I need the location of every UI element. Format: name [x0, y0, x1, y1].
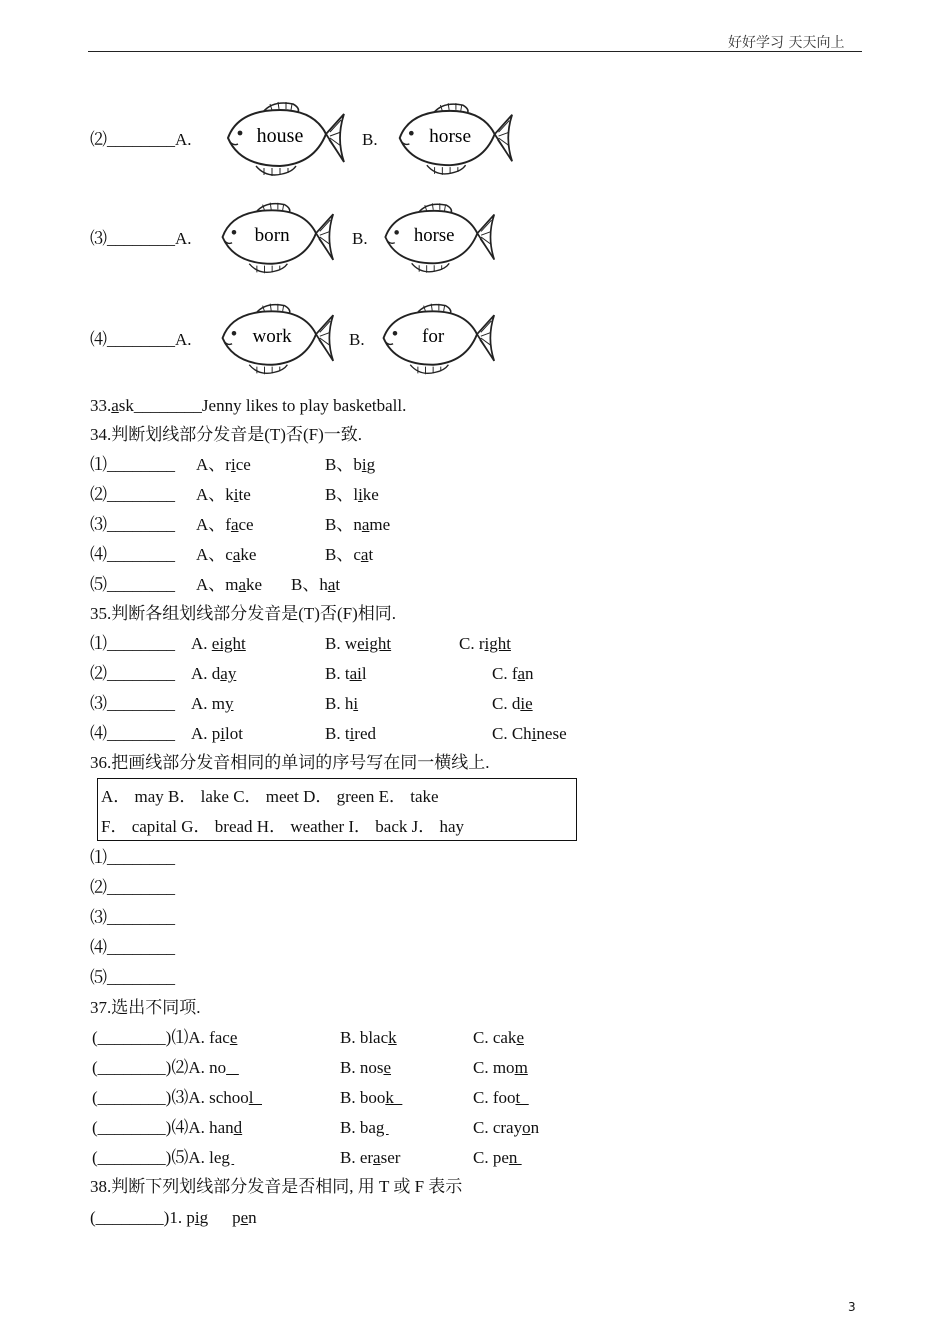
q34-option-a: A、make: [196, 575, 263, 594]
page-header: 好好学习 天天向上: [728, 35, 845, 51]
q35-option-b: B. weight: [325, 634, 392, 653]
fish-word: work: [252, 325, 292, 347]
q37-title: 37.选出不同项.: [90, 998, 201, 1017]
q37-option-c: C. crayon: [473, 1118, 540, 1137]
q35-option-c: C. die: [492, 694, 533, 713]
q34-item-number: ⑵________: [90, 485, 175, 504]
fish-word: horse: [413, 224, 455, 246]
fish-word: born: [254, 224, 290, 246]
q37-option-b: B. nose: [340, 1058, 392, 1077]
q34-title: 34.判断划线部分发音是(T)否(F)一致.: [90, 425, 362, 444]
q37-option-a: (________)⑴A. face: [92, 1028, 238, 1047]
q36-title: 36.把画线部分发音相同的单词的序号写在同一横线上.: [90, 753, 490, 772]
q34-option-b: B、name: [325, 515, 391, 534]
q36-box-line-2: F． capital G． bread H． weather I． back J． hay: [101, 817, 465, 836]
q38-title: 38.判断下列划线部分发音是否相同, 用 T 或 F 表示: [90, 1177, 463, 1196]
fish-row-3: ⑶________A.: [90, 229, 192, 248]
header-divider: [88, 51, 862, 52]
q35-option-b: B. hi: [325, 694, 359, 713]
fish-row-4: ⑷________A.: [90, 330, 192, 349]
q35-option-a: A. eight: [191, 634, 246, 653]
q35-option-a: A. pilot: [191, 724, 243, 743]
q36-word-box: [97, 778, 577, 841]
fish-word: for: [422, 325, 445, 347]
q37-option-c: C. mom: [473, 1058, 528, 1077]
q37-option-a: (________)⑷A. hand: [92, 1118, 243, 1137]
q36-blank-1: ⑴________: [90, 848, 175, 867]
q35-option-b: B. tired: [325, 724, 377, 743]
page-number: 3: [848, 1300, 856, 1314]
q37-option-a: (________)⑶A. school: [92, 1088, 262, 1107]
q37-option-c: C. cake: [473, 1028, 524, 1047]
q35-item-number: ⑶________: [90, 694, 175, 713]
q35-option-a: A. day: [191, 664, 237, 683]
q37-option-b: B. bag: [340, 1118, 389, 1137]
fish-option-b-label: B.: [349, 330, 365, 349]
fish-option-a-image: [218, 98, 348, 185]
q34-item-number: ⑸________: [90, 575, 175, 594]
q34-option-b: B、like: [325, 485, 379, 504]
q35-item-number: ⑵________: [90, 664, 175, 683]
q37-option-b: B. book: [340, 1088, 403, 1107]
q36-box-line-1: A． may B． lake C． meet D． green E． take: [101, 787, 439, 806]
q35-title: 35.判断各组划线部分发音是(T)否(F)相同.: [90, 604, 396, 623]
q37-option-c: C. pen: [473, 1148, 522, 1167]
q37-option-c: C. foot: [473, 1088, 529, 1107]
q34-option-b: B、cat: [325, 545, 374, 564]
q33-line: 33.ask________Jenny likes to play basketball.: [90, 396, 407, 415]
q37-option-b: B. black: [340, 1028, 397, 1047]
q34-option-b: B、hat: [291, 575, 341, 594]
q36-blank-4: ⑷________: [90, 938, 175, 957]
q34-option-a: A、face: [196, 515, 254, 534]
q37-option-a: (________)⑵A. no: [92, 1058, 227, 1077]
q35-item-number: ⑴________: [90, 634, 175, 653]
q34-option-a: A、rice: [196, 455, 251, 474]
fish-option-b-label: B.: [352, 229, 368, 248]
q35-item-number: ⑷________: [90, 724, 175, 743]
q36-blank-5: ⑸________: [90, 968, 175, 987]
q35-option-c: C. right: [459, 634, 511, 653]
fish-word: house: [256, 125, 304, 147]
fish-option-b-image: [374, 298, 498, 385]
q34-option-b: B、big: [325, 455, 376, 474]
fish-word: horse: [429, 125, 472, 147]
q34-item-number: ⑷________: [90, 545, 175, 564]
q38-item-1: (________)1. pig pen: [90, 1208, 257, 1227]
q35-option-a: A. my: [191, 694, 234, 713]
q34-item-number: ⑴________: [90, 455, 175, 474]
fish-row-2: ⑵________A.: [90, 130, 192, 149]
q34-option-a: A、cake: [196, 545, 257, 564]
q35-option-c: C. fan: [492, 664, 534, 683]
q36-blank-2: ⑵________: [90, 878, 175, 897]
q34-option-a: A、kite: [196, 485, 251, 504]
fish-option-b-label: B.: [362, 130, 378, 149]
q35-option-c: C. Chinese: [492, 724, 567, 743]
fish-option-a-image: [213, 298, 337, 385]
fish-option-b-image: [390, 98, 516, 185]
q37-option-a: (________)⑸A. leg: [92, 1148, 235, 1167]
fish-option-b-image: [376, 197, 498, 284]
q37-option-b: B. eraser: [340, 1148, 401, 1167]
q35-option-b: B. tail: [325, 664, 367, 683]
q36-blank-3: ⑶________: [90, 908, 175, 927]
fish-option-a-image: [213, 197, 337, 284]
q34-item-number: ⑶________: [90, 515, 175, 534]
